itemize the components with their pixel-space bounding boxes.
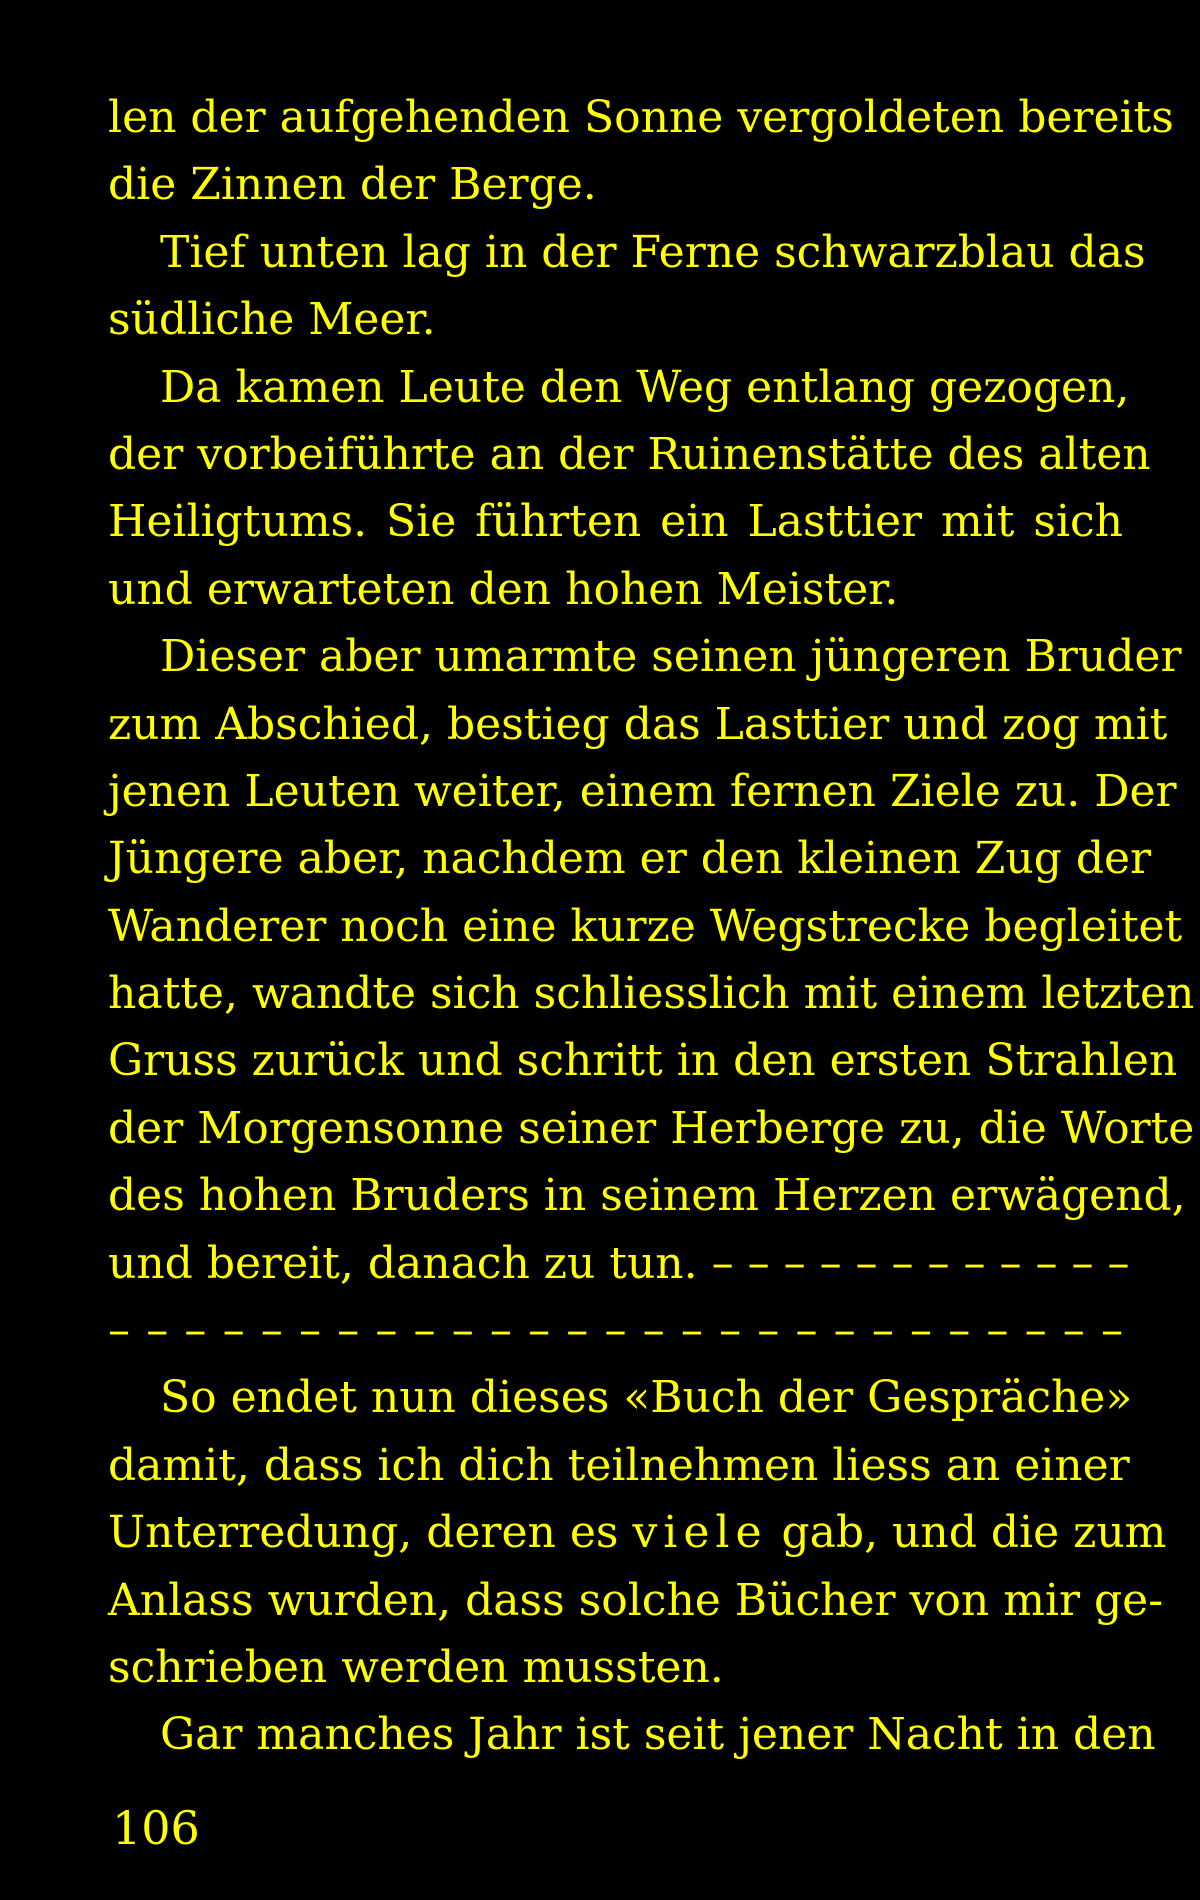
- text-line: und bereit, danach zu tun. – – – – – – – – – – – –: [108, 1237, 1130, 1289]
- text-line: die Zinnen der Berge.: [108, 159, 597, 211]
- text-line: Gar manches Jahr ist seit jener Nacht in den: [160, 1709, 1156, 1761]
- text-line: Da kamen Leute den Weg entlang gezogen,: [160, 361, 1130, 413]
- text-line: und erwarteten den hohen Meister.: [108, 563, 899, 615]
- text-line: – – – – – – – – – – – – – – – – – – – – – – – – – – –: [108, 1305, 1123, 1357]
- page-number: 106: [112, 1801, 200, 1855]
- text-line: schrieben werden mussten.: [108, 1641, 724, 1693]
- text-line: Jüngere aber, nachdem er den kleinen Zug der: [108, 833, 1152, 885]
- text-line: südliche Meer.: [108, 294, 436, 346]
- text-line: zum Abschied, bestieg das Lasttier und zog mit: [108, 698, 1168, 750]
- text-segment: gab, und die zum: [767, 1507, 1167, 1559]
- text-line: [108, 1499, 1167, 1566]
- text-line: So endet nun dieses «Buch der Gespräche»: [160, 1372, 1133, 1424]
- text-line: damit, dass ich dich teilnehmen liess an einer: [108, 1439, 1130, 1491]
- text-segment: Unterredung, deren es: [108, 1507, 633, 1559]
- text-line: Tief unten lag in der Ferne schwarzblau das: [160, 226, 1146, 278]
- text-line: der vorbeiführte an der Ruinenstätte des alten: [108, 428, 1151, 480]
- emphasized-word: viele: [632, 1507, 768, 1559]
- text-line: hatte, wandte sich schliesslich mit einem letzten: [108, 968, 1195, 1020]
- text-line: der Morgensonne seiner Herberge zu, die Worte: [108, 1102, 1195, 1154]
- body-text: [108, 84, 1195, 1769]
- text-line: Wanderer noch eine kurze Wegstrecke begleitet: [108, 900, 1183, 952]
- text-line: Gruss zurück und schritt in den ersten Strahlen: [108, 1035, 1178, 1087]
- text-line: Heiligtums. Sie führten ein Lasttier mit sich: [108, 496, 1123, 548]
- text-line: Anlass wurden, dass solche Bücher von mir ge-: [108, 1574, 1164, 1626]
- text-line: len der aufgehenden Sonne vergoldeten bereits: [108, 92, 1174, 143]
- text-line: jenen Leuten weiter, einem fernen Ziele zu. Der: [108, 765, 1177, 817]
- text-line: Dieser aber umarmte seinen jüngeren Bruder: [160, 631, 1182, 683]
- text-line: des hohen Bruders in seinem Herzen erwägend,: [108, 1170, 1186, 1222]
